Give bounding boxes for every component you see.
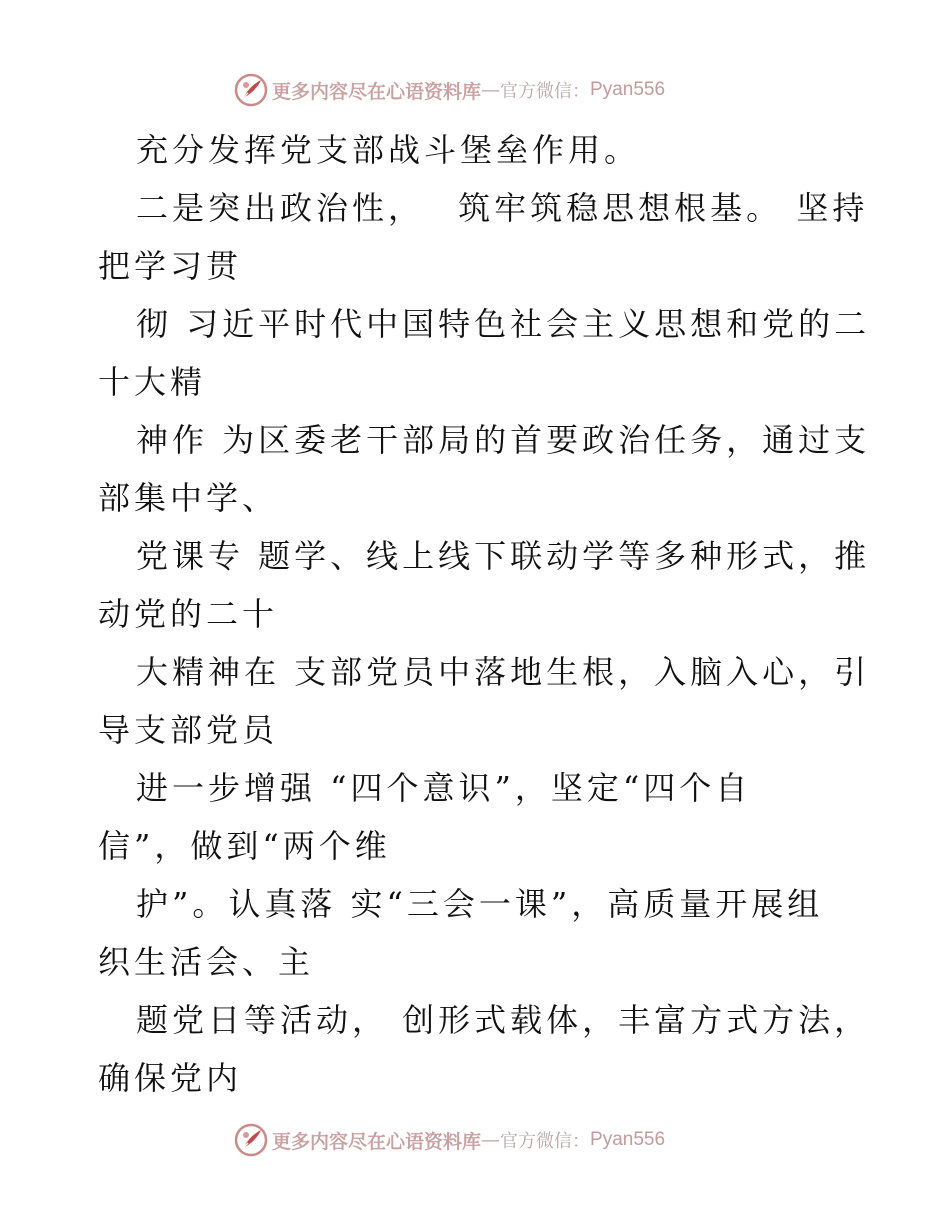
body-line: 彻 习近平时代中国特色社会主义思想和党的二 — [136, 305, 871, 343]
body-line: 动党的二十 — [98, 595, 279, 633]
body-line: 十大精 — [98, 363, 207, 401]
body-line: 确保党内 — [98, 1059, 243, 1097]
body-line: 进一步增强 “四个意识”，坚定“四个自 — [136, 769, 752, 807]
watermark-wechat-label: 官方微信： — [500, 81, 591, 102]
watermark-wechat-id: Pyan556 — [590, 79, 666, 100]
watermark-wechat-id: Pyan556 — [590, 1129, 666, 1150]
watermark-separator: — — [481, 1129, 501, 1151]
body-line: 神作 为区委老干部局的首要政治任务，通过支 — [136, 421, 871, 459]
quill-pen-icon — [234, 1123, 268, 1157]
body-line: 护”。认真落 实“三会一课”，高质量开展组 — [136, 885, 824, 923]
body-line: 导支部党员 — [98, 711, 279, 749]
quill-pen-icon — [234, 73, 268, 107]
body-line: 大精神在 支部党员中落地生根，入脑入心，引 — [136, 653, 871, 691]
body-line: 部集中学、 — [98, 479, 279, 517]
watermark-main-text: 更多内容尽在心语资料库 — [272, 1130, 482, 1153]
body-line: 信”，做到“两个维 — [98, 827, 391, 865]
document-body — [98, 121, 871, 1107]
body-line: 织生活会、主 — [98, 943, 315, 981]
body-line: 党课专 题学、线上线下联动学等多种形式，推 — [136, 537, 871, 575]
body-line: 把学习贯 — [98, 247, 243, 285]
header-watermark — [234, 72, 665, 108]
watermark-separator: — — [481, 79, 501, 101]
footer-watermark — [234, 1122, 665, 1158]
body-line: 二是突出政治性， 筑牢筑稳思想根基。 坚持 — [136, 189, 869, 227]
watermark-main-text: 更多内容尽在心语资料库 — [272, 80, 482, 103]
body-line: 充分发挥党支部战斗堡垒作用。 — [136, 131, 641, 169]
watermark-wechat-label: 官方微信： — [500, 1131, 591, 1152]
body-line: 题党日等活动， 创形式载体，丰富方式方法， — [136, 1001, 871, 1039]
